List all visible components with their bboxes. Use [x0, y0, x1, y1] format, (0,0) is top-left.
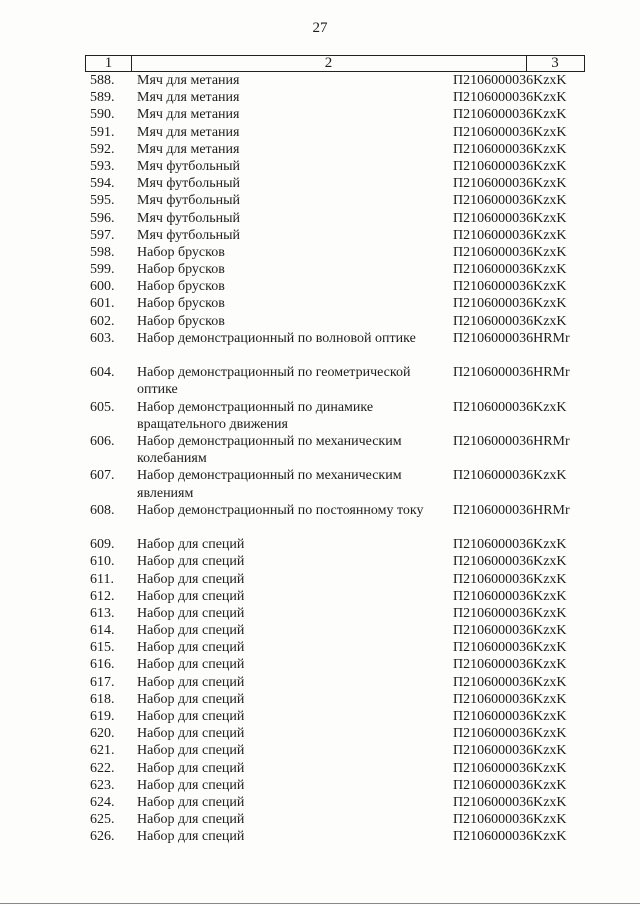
row-item-name: Набор для специй [137, 657, 245, 673]
table-row [85, 811, 585, 828]
row-item-name: Набор для специй [137, 760, 245, 776]
row-item-code: П2106000036HRMr [453, 365, 570, 381]
row-item-code: П2106000036KzxK [453, 279, 567, 295]
table-row [85, 313, 585, 330]
row-item-name: Набор для специй [137, 691, 245, 707]
row-item-name: Набор демонстрационный по волновой оптике [137, 330, 416, 346]
table-row [85, 794, 585, 811]
row-item-code: П2106000036KzxK [453, 640, 567, 656]
row-item-code: П2106000036KzxK [453, 794, 567, 810]
row-item-name: Набор демонстрационный по динамике вращательного движения [137, 399, 374, 432]
row-number: 607. [90, 468, 115, 484]
table-row [85, 124, 585, 141]
row-item-name: Набор для специй [137, 812, 245, 828]
row-item-name: Мяч для метания [137, 124, 240, 140]
row-number: 610. [90, 554, 115, 570]
row-number: 624. [90, 794, 115, 810]
row-number: 623. [90, 777, 115, 793]
row-item-name: Мяч футбольный [137, 227, 240, 243]
table-row [85, 72, 585, 89]
table-row [85, 674, 585, 691]
row-item-code: П2106000036KzxK [453, 244, 567, 260]
row-item-name: Набор для специй [137, 605, 245, 621]
row-item-code: П2106000036HRMr [453, 433, 570, 449]
row-number: 593. [90, 158, 115, 174]
row-number: 602. [90, 313, 115, 329]
row-number: 595. [90, 193, 115, 209]
row-item-code: П2106000036KzxK [453, 812, 567, 828]
row-number: 621. [90, 743, 115, 759]
row-item-name: Набор демонстрационный по геометрической оптике [137, 365, 411, 398]
table-row [85, 828, 585, 845]
table-row [85, 656, 585, 673]
row-number: 591. [90, 124, 115, 140]
row-item-name: Мяч для метания [137, 73, 240, 88]
table-row [85, 433, 585, 467]
table-row [85, 89, 585, 106]
row-item-code: П2106000036KzxK [453, 588, 567, 604]
row-item-code: П2106000036KzxK [453, 760, 567, 776]
table-row [85, 605, 585, 622]
row-item-name: Набор для специй [137, 554, 245, 570]
table-row [85, 502, 585, 536]
table-row [85, 399, 585, 433]
row-item-code: П2106000036KzxK [453, 623, 567, 639]
row-number: 625. [90, 812, 115, 828]
row-number: 620. [90, 726, 115, 742]
row-number: 604. [90, 365, 115, 381]
row-number: 611. [90, 571, 114, 587]
row-item-code: П2106000036KzxK [453, 829, 567, 845]
row-item-code: П2106000036HRMr [453, 502, 570, 518]
row-item-code: П2106000036KzxK [453, 571, 567, 587]
row-item-code: П2106000036KzxK [453, 296, 567, 312]
row-item-code: П2106000036KzxK [453, 158, 567, 174]
table-row [85, 691, 585, 708]
row-item-name: Набор для специй [137, 794, 245, 810]
table-row [85, 708, 585, 725]
row-number: 590. [90, 107, 115, 123]
row-item-code: П2106000036KzxK [453, 399, 567, 415]
row-item-name: Набор для специй [137, 726, 245, 742]
row-number: 589. [90, 90, 115, 106]
row-number: 596. [90, 210, 115, 226]
row-item-name: Набор для специй [137, 588, 245, 604]
row-item-code: П2106000036KzxK [453, 468, 567, 484]
row-number: 615. [90, 640, 115, 656]
table-row [85, 278, 585, 295]
row-item-code: П2106000036KzxK [453, 657, 567, 673]
row-number: 614. [90, 623, 115, 639]
row-item-name: Набор для специй [137, 571, 245, 587]
table-row [85, 553, 585, 570]
row-item-code: П2106000036KzxK [453, 554, 567, 570]
table-row [85, 622, 585, 639]
row-number: 598. [90, 244, 115, 260]
row-item-name: Набор демонстрационный по механическим колебаниям [137, 433, 402, 467]
table-header [85, 55, 585, 72]
table-row [85, 467, 585, 501]
table-row [85, 330, 585, 364]
row-item-name: Набор для специй [137, 743, 245, 759]
row-item-name: Набор брусков [137, 279, 225, 295]
header-col-1: 1 [86, 56, 132, 71]
table-row [85, 742, 585, 759]
table-row [85, 106, 585, 123]
row-number: 597. [90, 227, 115, 243]
row-number: 605. [90, 399, 115, 415]
row-item-code: П2106000036KzxK [453, 227, 567, 243]
table-row [85, 639, 585, 656]
row-item-code: П2106000036KzxK [453, 193, 567, 209]
row-number: 618. [90, 691, 115, 707]
table-row [85, 210, 585, 227]
row-item-name: Мяч для метания [137, 90, 240, 106]
table-row [85, 571, 585, 588]
row-item-name: Набор брусков [137, 262, 225, 278]
header-col-3: 3 [551, 55, 559, 71]
table-row [85, 588, 585, 605]
row-item-name: Набор демонстрационный по механическим явлениям [137, 468, 402, 501]
table-row [85, 227, 585, 244]
row-item-code: П2106000036KzxK [453, 176, 567, 192]
table-row [85, 536, 585, 553]
row-item-name: Набор брусков [137, 313, 225, 329]
row-item-code: П2106000036KzxK [453, 726, 567, 742]
row-number: 612. [90, 588, 115, 604]
row-number: 626. [90, 829, 115, 845]
row-item-code: П2106000036KzxK [453, 90, 567, 106]
row-item-code: П2106000036KzxK [453, 537, 567, 553]
row-item-name: Мяч футбольный [137, 176, 240, 192]
row-item-name: Набор для специй [137, 829, 245, 845]
table-row [85, 725, 585, 742]
row-item-code: П2106000036KzxK [453, 674, 567, 690]
row-number: 594. [90, 176, 115, 192]
table-body [85, 72, 585, 846]
row-item-code: П2106000036KzxK [453, 262, 567, 278]
row-number: 619. [90, 709, 115, 725]
table-row [85, 141, 585, 158]
row-number: 588. [90, 73, 115, 88]
row-item-name: Набор брусков [137, 244, 225, 260]
row-item-name: Набор брусков [137, 296, 225, 312]
page-edge [0, 903, 640, 904]
table-row [85, 295, 585, 312]
row-number: 592. [90, 141, 115, 157]
row-item-code: П2106000036KzxK [453, 605, 567, 621]
row-number: 622. [90, 760, 115, 776]
table-row [85, 175, 585, 192]
row-number: 599. [90, 262, 115, 278]
row-item-code: П2106000036KzxK [453, 743, 567, 759]
row-number: 608. [90, 502, 115, 518]
row-number: 609. [90, 537, 115, 553]
row-number: 617. [90, 674, 115, 690]
row-item-code: П2106000036KzxK [453, 141, 567, 157]
row-item-code: П2106000036KzxK [453, 691, 567, 707]
row-item-name: Набор для специй [137, 674, 245, 690]
row-item-name: Набор для специй [137, 777, 245, 793]
row-item-name: Мяч футбольный [137, 158, 240, 174]
row-item-code: П2106000036KzxK [453, 210, 567, 226]
row-item-name: Набор для специй [137, 623, 245, 639]
row-number: 601. [90, 296, 115, 312]
row-item-code: П2106000036KzxK [453, 709, 567, 725]
row-item-name: Набор для специй [137, 537, 245, 553]
row-item-name: Мяч футбольный [137, 193, 240, 209]
row-item-code: П2106000036KzxK [453, 777, 567, 793]
row-item-name: Мяч для метания [137, 141, 240, 157]
items-table [85, 55, 585, 846]
row-item-name: Мяч для метания [137, 107, 240, 123]
row-item-code: П2106000036HRMr [453, 330, 570, 346]
row-item-name: Набор для специй [137, 709, 245, 725]
table-row [85, 261, 585, 278]
row-item-code: П2106000036KzxK [453, 124, 567, 140]
row-item-name: Набор демонстрационный по постоянному току [137, 502, 424, 518]
table-row [85, 364, 585, 398]
table-row [85, 158, 585, 175]
page-number: 27 [312, 20, 328, 36]
row-item-name: Мяч футбольный [137, 210, 240, 226]
table-row [85, 192, 585, 209]
row-number: 603. [90, 330, 115, 346]
row-number: 613. [90, 605, 115, 621]
row-number: 600. [90, 279, 115, 295]
table-row [85, 244, 585, 261]
row-item-code: П2106000036KzxK [453, 107, 567, 123]
row-number: 606. [90, 433, 115, 449]
table-row [85, 777, 585, 794]
row-item-code: П2106000036KzxK [453, 73, 567, 88]
row-number: 616. [90, 657, 115, 673]
table-row [85, 760, 585, 777]
row-item-name: Набор для специй [137, 640, 245, 656]
header-col-2: 2 [131, 56, 527, 71]
row-item-code: П2106000036KzxK [453, 313, 567, 329]
